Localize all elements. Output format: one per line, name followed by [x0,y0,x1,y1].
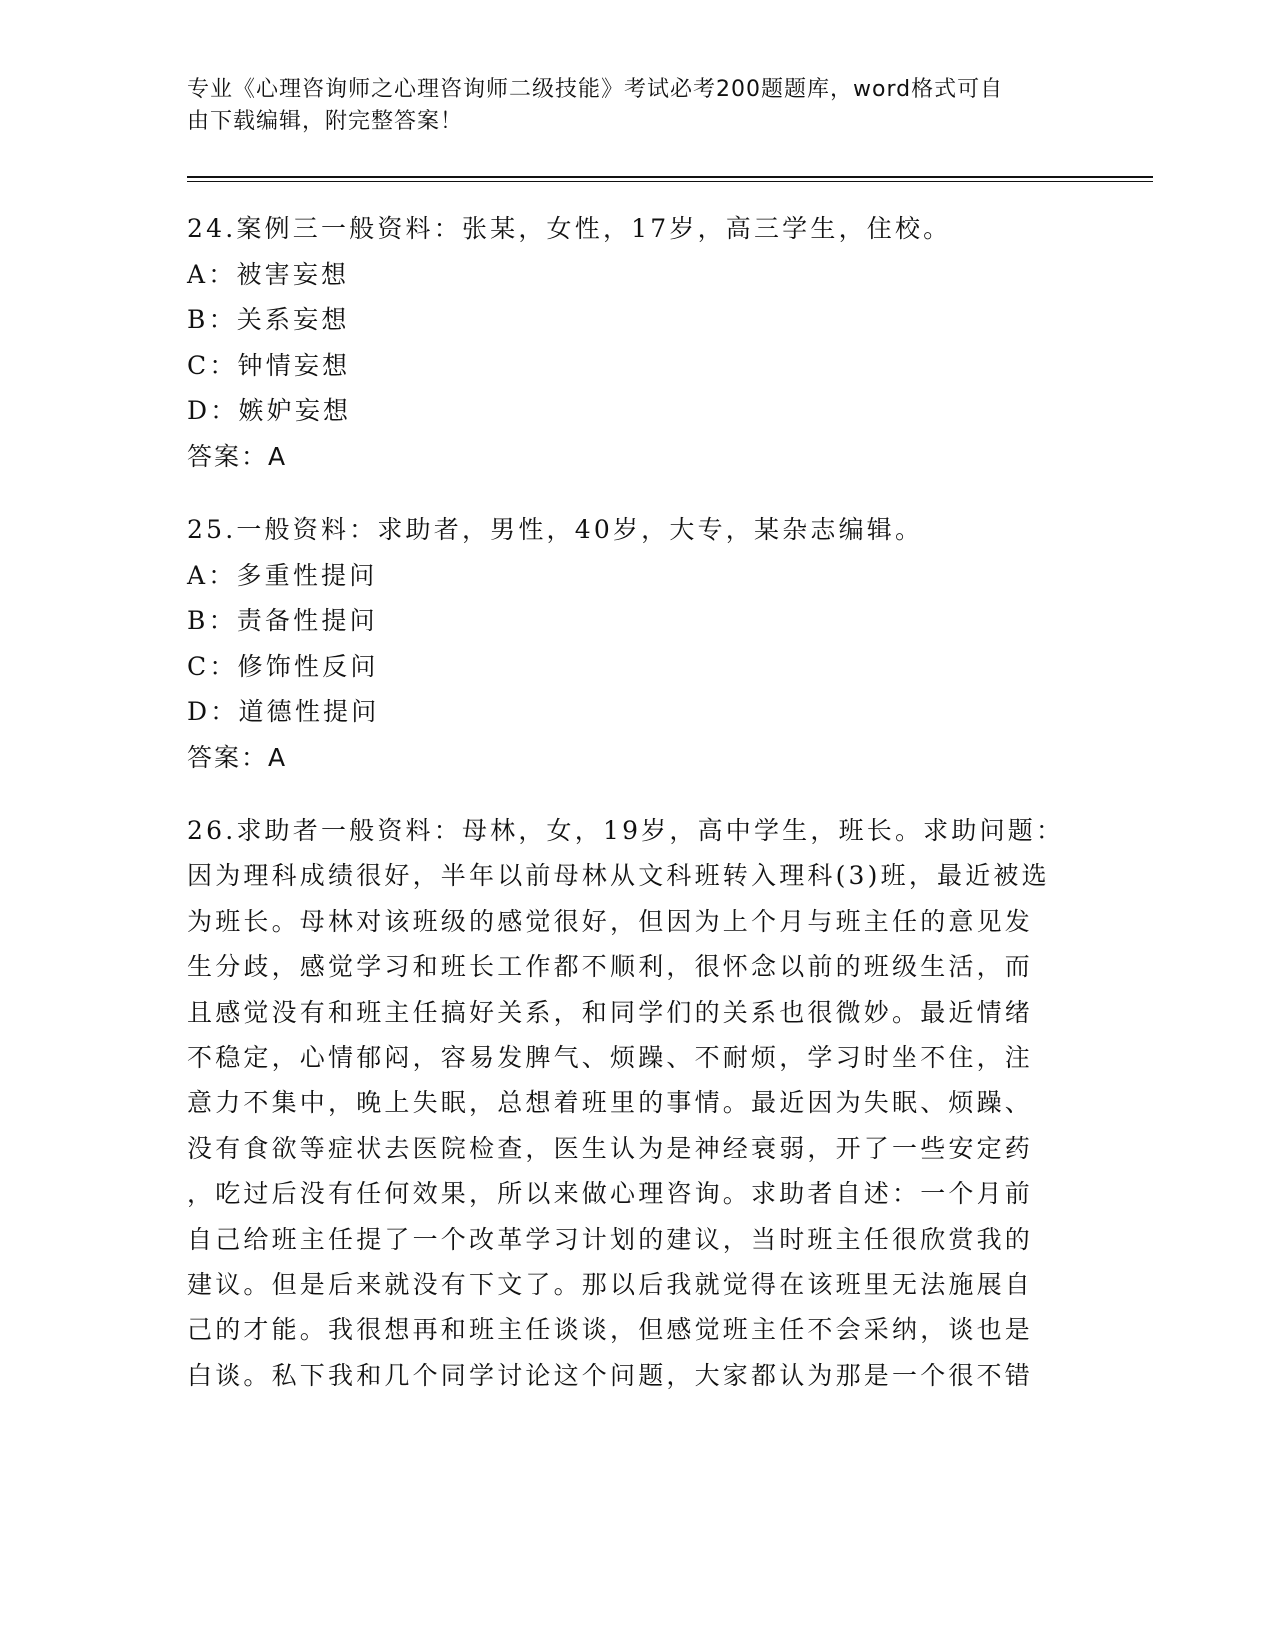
paragraph-line: 不稳定，心情郁闷，容易发脾气、烦躁、不耐烦，学习时坐不住，注 [187,1043,1034,1073]
paragraph-line: 因为理科成绩很好，半年以前母林从文科班转入理科(3)班，最近被选 [187,861,1050,891]
paragraph-line: 生分歧，感觉学习和班长工作都不顺利，很怀念以前的班级生活，而 [187,952,1034,982]
question-24 [187,206,1067,479]
paragraph-line: 自己给班主任提了一个改革学习计划的建议，当时班主任很欣赏我的 [187,1224,1034,1254]
option-b: B：关系妄想 [187,305,350,334]
option-d: D：道德性提问 [187,697,380,726]
question-26 [187,808,1067,1398]
option-a: A：被害妄想 [187,259,350,289]
option-d: D：嫉妒妄想 [187,396,352,425]
option-c: C：修饰性反问 [187,651,379,681]
question-stem: 24.案例三一般资料：张某，女性，17岁，高三学生，住校。 [187,214,952,243]
answer-line: 答案：A [187,742,288,772]
header-line-1: 专业《心理咨询师之心理咨询师二级技能》考试必考200题题库，word格式可自 [187,77,1004,102]
question-list [187,206,1067,1426]
question-25 [187,507,1067,780]
paragraph-line: 白谈。私下我和几个同学讨论这个问题，大家都认为那是一个很不错 [187,1360,1034,1390]
paragraph-line: 建议。但是后来就没有下文了。那以后我就觉得在该班里无法施展自 [187,1270,1034,1300]
answer-line: 答案：A [187,441,288,471]
option-a: A：多重性提问 [187,560,378,590]
paragraph-line: ，吃过后没有任何效果，所以来做心理咨询。求助者自述：一个月前 [187,1179,1034,1209]
paragraph-line: 己的才能。我很想再和班主任谈谈，但感觉班主任不会采纳，谈也是 [187,1315,1034,1345]
paragraph-line: 26.求助者一般资料：母林，女，19岁，高中学生，班长。求助问题： [187,816,1065,845]
header-divider-thick [187,176,1153,178]
paragraph-line: 意力不集中，晚上失眠，总想着班里的事情。最近因为失眠、烦躁、 [187,1088,1034,1118]
question-stem: 25.一般资料：求助者，男性，40岁，大专，某杂志编辑。 [187,515,924,544]
option-c: C：钟情妄想 [187,350,351,380]
paragraph-line: 且感觉没有和班主任搞好关系，和同学们的关系也很微妙。最近情绪 [187,997,1034,1027]
option-b: B：责备性提问 [187,606,378,635]
header-divider-thin [187,181,1153,182]
paragraph-line: 没有食欲等症状去医院检查，医生认为是神经衰弱，开了一些安定药 [187,1133,1034,1163]
header-line-2: 由下载编辑，附完整答案！ [187,109,464,134]
document-header [187,74,1067,138]
paragraph-line: 为班长。母林对该班级的感觉很好，但因为上个月与班主任的意见发 [187,906,1034,936]
